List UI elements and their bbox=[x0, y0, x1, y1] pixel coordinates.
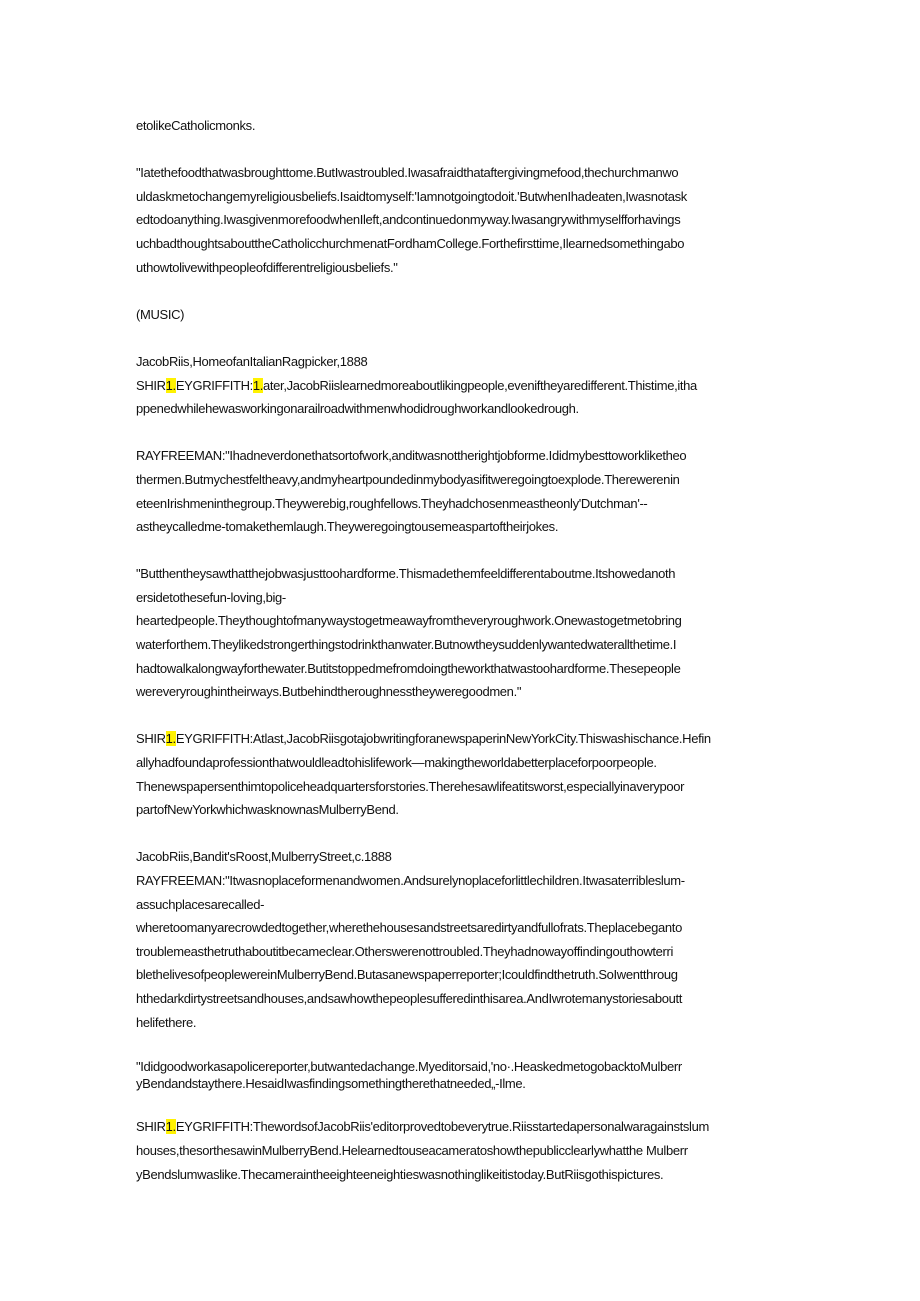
music-cue: (MUSIC) bbox=[136, 306, 185, 322]
text-line: houses,thesorthesawinMulberryBend.Helearnedtouseacameratoshowthepublicclearlywhatthe Mulberr bbox=[136, 1142, 688, 1158]
text-line: ppenedwhilehewasworkingonarailroadwithmenwhodidroughworkandlookedrough. bbox=[136, 401, 579, 417]
text-line: RAYFREEMAN:"Ihadneverdonethatsortofwork,anditwasnottherightjobforme.Ididmybesttoworkliketheo bbox=[136, 448, 687, 464]
text-line: ersidetothesefun-loving,big- bbox=[136, 589, 286, 605]
text-line: "Butthentheysawthatthejobwasjusttoohardforme.Thismadethemfeeldifferentaboutme.Itshowedanoth bbox=[136, 566, 676, 582]
text-line: assuchplacesarecalled- bbox=[136, 896, 265, 912]
speaker-name-start: SHIR bbox=[136, 377, 166, 393]
highlight-mark: 1. bbox=[165, 377, 176, 393]
text-line: uthowtolivewithpeopleofdifferentreligiousbeliefs." bbox=[136, 259, 398, 275]
speaker-name-start: SHIR bbox=[136, 731, 166, 747]
photo-caption: JacobRiis,HomeofanItalianRagpicker,1888 bbox=[136, 353, 368, 369]
text-run: EYGRIFFITH:Atlast,JacobRiisgotajobwritingforanewspaperinNewYorkCity.Thiswashischance.Hefin bbox=[175, 731, 711, 747]
paragraph bbox=[136, 727, 786, 821]
paragraph bbox=[136, 114, 786, 138]
text-line: allyhadfoundaprofessionthatwouldleadtohislifework—makingtheworldabetterplaceforpoorpeople. bbox=[136, 755, 657, 771]
paragraph bbox=[136, 1058, 786, 1092]
speaker-name-end: EYGRIFFITH: bbox=[175, 377, 253, 393]
text-line: hthedarkdirtystreetsandhouses,andsawhowthepeoplesufferedinthisarea.AndIwrotemanystoriesaboutt bbox=[136, 990, 683, 1006]
text-line: uldaskmetochangemyreligiousbeliefs.Isaidtomyself:'Iamnotgoingtodoit.'ButwhenIhadeaten,Iwasnotask bbox=[136, 188, 687, 204]
text-line: hadtowalkalongwayforthewater.Butitstoppedmefromdoingtheworkthatwastoohardforme.Thesepeople bbox=[136, 660, 681, 676]
text-line: "Iatethefoodthatwasbroughttome.ButIwastroubled.Iwasafraidthataftergivingmefood,thechurchmanwo bbox=[136, 165, 679, 181]
text-run: ater,JacobRiislearnedmoreaboutlikingpeople,eveniftheyaredifferent.Thistime,itha bbox=[263, 377, 697, 393]
text-line: yBendandstaythere.HesaidIwasfindingsomethingtherethatneeded„-Ilme. bbox=[136, 1075, 526, 1091]
paragraph bbox=[136, 562, 786, 704]
speaker-name-start: SHIR bbox=[136, 1119, 166, 1135]
document-body bbox=[136, 114, 786, 1186]
text-line: RAYFREEMAN:"Itwasnoplaceformenandwomen.Andsurelynoplaceforlittlechildren.Itwasaterribleslum- bbox=[136, 873, 685, 888]
text-line: Thenewspapersenthimtopoliceheadquartersforstories.Therehesawlifeatitsworst,especiallyinaverypoor bbox=[136, 778, 685, 794]
text-line: waterforthem.Theylikedstrongerthingstodrinkthanwater.Butnowtheysuddenlywantedwaterallthetime.I bbox=[136, 637, 677, 653]
highlight-mark: 1. bbox=[165, 1119, 176, 1135]
text-line bbox=[136, 727, 786, 751]
text-line: wheretoomanyarecrowdedtogether,wherethehousesandstreetsaredirtyandfullofrats.Theplacebeganto bbox=[136, 920, 682, 936]
text-line: thermen.Butmychestfeltheavy,andmyheartpoundedinmybodyasifitweregoingtoexplode.Therewerenin bbox=[136, 471, 680, 487]
text-line: wereveryroughintheirways.Butbehindtheroughnesstheyweregoodmen." bbox=[136, 684, 522, 700]
photo-caption: JacobRiis,Bandit'sRoost,MulberryStreet,c.1888 bbox=[136, 849, 392, 865]
text-line: blethelivesofpeoplewereinMulberryBend.Butasanewspaperreporter;Icouldfindthetruth.SoIwentthroug bbox=[136, 967, 678, 983]
text-line: "Ididgoodworkasapolicereporter,butwantedachange.Myeditorsaid,'no·.HeaskedmetogobacktoMulberr bbox=[136, 1058, 682, 1074]
paragraph bbox=[136, 444, 786, 538]
text-run: EYGRIFFITH:ThewordsofJacobRiis'editorprovedtobeverytrue.Riisstartedapersonalwaragainstslum bbox=[175, 1119, 709, 1135]
text-line: heartedpeople.Theythoughtofmanywaystogetmeawayfromtheveryroughwork.Onewastogetmetobring bbox=[136, 613, 682, 629]
text-line: partofNewYorkwhichwasknownasMulberryBend. bbox=[136, 802, 399, 818]
paragraph bbox=[136, 161, 786, 279]
text-line bbox=[136, 1115, 786, 1139]
text-line: yBendslumwaslike.Thecameraintheeighteeneightieswasnothinglikeitistoday.ButRiisgothispictures. bbox=[136, 1166, 664, 1182]
text-line bbox=[136, 374, 786, 398]
paragraph bbox=[136, 1115, 786, 1186]
highlight-mark: 1. bbox=[252, 377, 264, 393]
text-line: etolikeCatholicmonks. bbox=[136, 118, 256, 133]
text-line: edtodoanything.IwasgivenmorefoodwhenIleft,andcontinuedonmyway.Iwasangrywithmyselfforhavings bbox=[136, 212, 681, 228]
paragraph bbox=[136, 350, 786, 421]
text-line: uchbadthoughtsabouttheCatholicchurchmenatFordhamCollege.Forthefirsttime,Ilearnedsomethingabo bbox=[136, 235, 685, 251]
paragraph bbox=[136, 845, 786, 1034]
text-line: astheycalledme-tomakethemlaugh.Theyweregoingtousemeaspartoftheirjokes. bbox=[136, 519, 559, 535]
text-line: troublemeasthetruthaboutitbecameclear.Otherswerenottroubled.Theyhadnowayoffindingouthowterri bbox=[136, 943, 674, 959]
paragraph bbox=[136, 303, 786, 327]
text-line: helifethere. bbox=[136, 1014, 197, 1030]
highlight-mark: 1. bbox=[165, 731, 176, 747]
text-line: eteenIrishmeninthegroup.Theywerebig,roughfellows.Theyhadchosenmeastheonly'Dutchman'-- bbox=[136, 495, 648, 511]
